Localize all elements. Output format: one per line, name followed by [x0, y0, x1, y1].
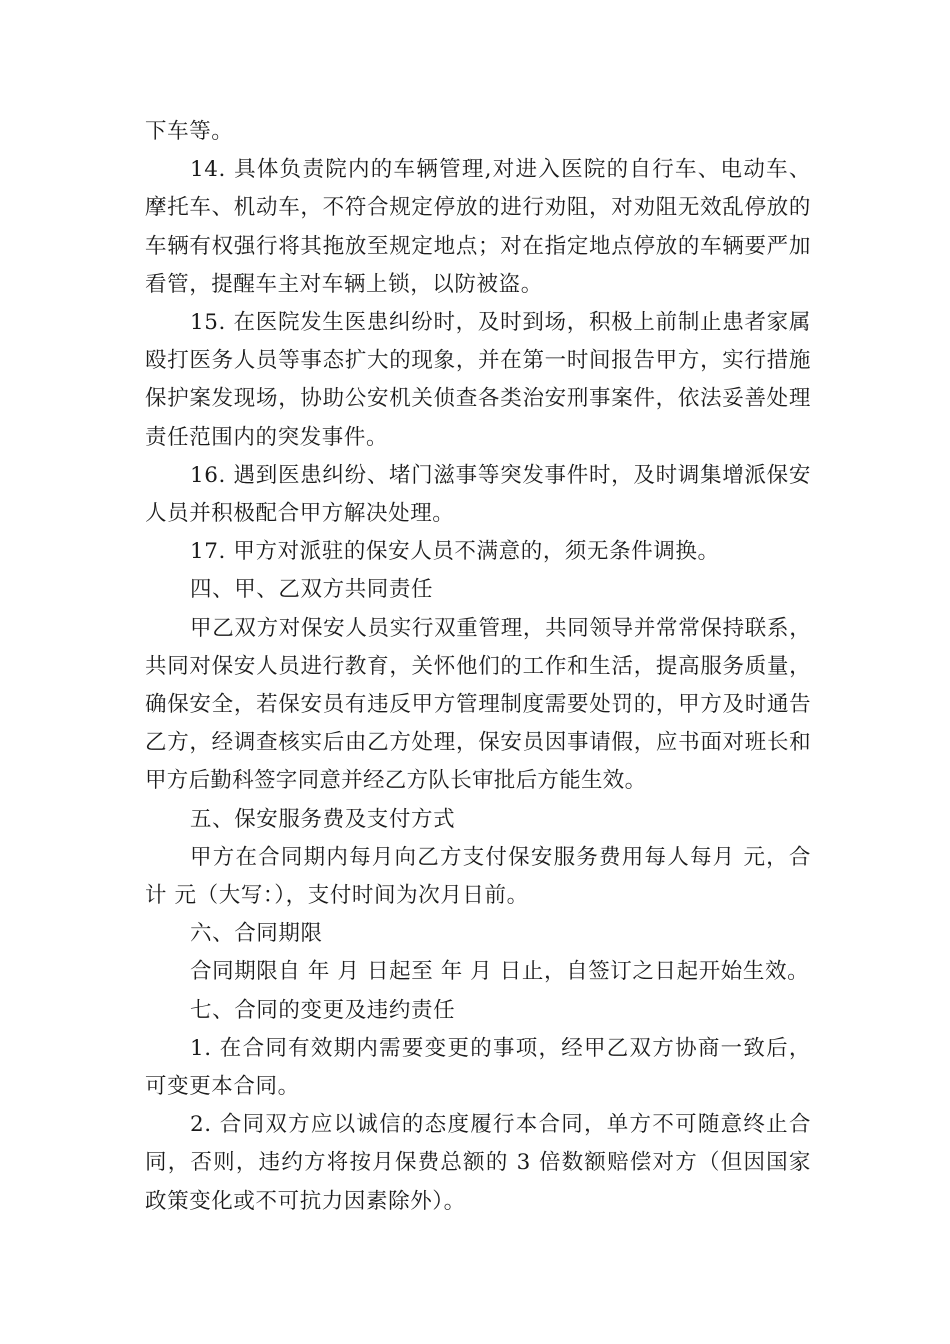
paragraph-service-fee: 甲方在合同期内每月向乙方支付保安服务费用每人每月 元，合计 元（大写：），支付时间为次月日前。	[145, 844, 811, 909]
document-body	[145, 113, 811, 1221]
section-heading-6: 六、合同期限	[190, 921, 323, 947]
paragraph-continuation: 下车等。	[145, 119, 234, 144]
paragraph-joint-responsibility: 甲乙双方对保安人员实行双重管理，共同领导并常常保持联系，共同对保安人员进行教育，关怀他们的工作和生活，提高服务质量，确保安全，若保安员有违反甲方管理制度需要处罚的，甲方及时通告乙方，经调查核实后由乙方处理，保安员因事请假，应书面对班长和甲方后勤科签字同意并经乙方队长审批后方能生效。	[145, 615, 811, 794]
paragraph-contract-term: 合同期限自 年 月 日起至 年 月 日止，自签订之日起开始生效。	[190, 959, 810, 985]
paragraph-clause-2: 2. 合同双方应以诚信的态度履行本合同，单方不可随意终止合同，否则，违约方将按月保费总额的 3 倍数额赔偿对方（但因国家政策变化或不可抗力因素除外）。	[145, 1112, 811, 1214]
section-heading-4: 四、甲、乙双方共同责任	[190, 577, 434, 603]
paragraph-item-15: 15. 在医院发生医患纠纷时，及时到场，积极上前制止患者家属殴打医务人员等事态扩大的现象，并在第一时间报告甲方，实行措施保护案发现场，协助公安机关侦查各类治安刑事案件，依法妥善处理责任范围内的突发事件。	[145, 310, 811, 450]
paragraph-item-14: 14. 具体负责院内的车辆管理,对进入医院的自行车、电动车、摩托车、机动车，不符合规定停放的进行劝阻，对劝阻无效乱停放的车辆有权强行将其拖放至规定地点；对在指定地点停放的车辆要严加看管，提醒车主对车辆上锁，以防被盗。	[145, 157, 811, 297]
paragraph-item-16: 16. 遇到医患纠纷、堵门滋事等突发事件时，及时调集增派保安人员并积极配合甲方解决处理。	[145, 462, 811, 527]
section-heading-7: 七、合同的变更及违约责任	[190, 997, 456, 1023]
paragraph-item-17: 17. 甲方对派驻的保安人员不满意的，须无条件调换。	[190, 539, 720, 565]
paragraph-clause-1: 1. 在合同有效期内需要变更的事项，经甲乙双方协商一致后，可变更本合同。	[145, 1035, 811, 1100]
section-heading-5: 五、保安服务费及支付方式	[190, 806, 456, 832]
